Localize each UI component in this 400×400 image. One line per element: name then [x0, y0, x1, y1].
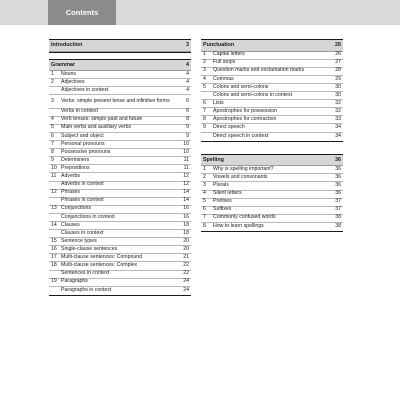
entry-number: 6: [203, 206, 206, 213]
toc-subentry[interactable]: [201, 92, 343, 100]
entry-title: Sentences in context: [61, 270, 110, 277]
entry-page: 28: [335, 67, 341, 74]
entry-number: 4: [203, 190, 206, 197]
toc-subentry[interactable]: [201, 133, 343, 141]
entry-title: Commonly confused words: [213, 214, 276, 221]
entry-number: 1: [203, 165, 206, 172]
entry-page: 11: [183, 156, 189, 163]
entry-title: Nouns: [61, 70, 76, 77]
toc-entry[interactable]: [201, 124, 343, 132]
entry-title: Personal pronouns: [61, 140, 105, 147]
toc-subentry[interactable]: [49, 230, 191, 238]
toc-entry[interactable]: [49, 95, 191, 108]
entry-number: 5: [203, 83, 206, 90]
entry-page: 6: [186, 108, 189, 115]
entry-title: Adverbs in context: [61, 181, 104, 188]
entry-title: Direct speech in context: [213, 132, 269, 139]
entry-title: Conjunctions: [61, 205, 91, 212]
entry-page: 18: [183, 229, 189, 236]
entry-title: Capital letters: [213, 51, 245, 58]
entry-title: Lists: [213, 99, 224, 106]
entry-page: 20: [183, 237, 189, 244]
entry-number: 5: [51, 124, 54, 131]
toc-entry[interactable]: [49, 149, 191, 157]
entry-number: 3: [203, 182, 206, 189]
entry-page: 20: [183, 245, 189, 252]
entry-title: Silent letters: [213, 190, 242, 197]
toc-entry[interactable]: [201, 68, 343, 76]
entry-title: Multi-clause sentences: Complex: [61, 262, 138, 269]
entry-page: 12: [183, 173, 189, 180]
entry-number: 9: [51, 156, 54, 163]
entry-page: 27: [335, 59, 341, 66]
spelling-section: [201, 154, 343, 232]
entry-number: 15: [51, 237, 57, 244]
entry-page: 38: [335, 214, 341, 221]
entry-title: Phrases: [61, 189, 81, 196]
entry-page: 9: [186, 124, 189, 131]
entry-number: 9: [203, 124, 206, 131]
spelling-list: [201, 166, 343, 231]
entry-title: Verbs in context: [61, 108, 98, 115]
entry-number: 8: [203, 223, 206, 230]
entry-number: 2: [51, 78, 54, 85]
entry-title: Colons and semi-colons in context: [213, 91, 293, 98]
toc-entry[interactable]: [49, 222, 191, 230]
header-bar: [0, 0, 400, 25]
entry-page: 10: [183, 148, 189, 155]
entry-number: 14: [51, 221, 57, 228]
left-column: [49, 39, 191, 296]
section-page: 4: [186, 61, 189, 68]
punctuation-list: [201, 52, 343, 141]
entry-number: 16: [51, 245, 57, 252]
section-page: 3: [186, 42, 189, 49]
entry-page: 34: [335, 124, 341, 131]
grammar-list: [49, 71, 191, 295]
entry-title: Prepositions: [61, 164, 90, 171]
entry-page: 30: [335, 91, 341, 98]
entry-title: Possessive pronouns: [61, 148, 111, 155]
entry-number: 3: [51, 97, 54, 104]
entry-page: 6: [186, 97, 189, 104]
entry-title: Paragraphs: [61, 278, 88, 285]
entry-page: 18: [183, 221, 189, 228]
entry-number: 4: [51, 116, 54, 123]
entry-number: 17: [51, 253, 57, 260]
entry-page: 37: [335, 198, 341, 205]
entry-number: 3: [203, 67, 206, 74]
toc-entry[interactable]: [49, 125, 191, 133]
section-page: 36: [335, 156, 341, 163]
entry-page: 10: [183, 140, 189, 147]
section-label: Punctuation: [203, 42, 235, 49]
entry-page: 30: [335, 83, 341, 90]
entry-title: Full stops: [213, 59, 236, 66]
entry-title: Paragraphs in context: [61, 286, 112, 293]
entry-page: 16: [183, 213, 189, 220]
entry-title: Direct speech: [213, 124, 245, 131]
entry-title: Vowels and consonants: [213, 173, 268, 180]
toc-subentry[interactable]: [49, 87, 191, 95]
entry-title: Conjunctions in context: [61, 213, 115, 220]
entry-title: Colons and semi-colons: [213, 83, 269, 90]
entry-number: 5: [203, 198, 206, 205]
toc-subentry[interactable]: [49, 287, 191, 295]
entry-number: 18: [51, 262, 57, 269]
entry-title: Question marks and exclamation marks: [213, 67, 305, 74]
punctuation-heading[interactable]: [201, 40, 343, 52]
entry-title: Adverbs: [61, 173, 81, 180]
entry-number: 6: [51, 132, 54, 139]
entry-title: Verb tenses: simple past and future: [61, 116, 143, 123]
entry-title: Clauses: [61, 221, 80, 228]
entry-page: 16: [183, 205, 189, 212]
entry-page: 8: [186, 116, 189, 123]
entry-title: Apostrophes for possession: [213, 107, 278, 114]
entry-title: Suffixes: [213, 206, 232, 213]
entry-page: 26: [335, 51, 341, 58]
toc-subentry[interactable]: [49, 214, 191, 222]
entry-page: 22: [183, 262, 189, 269]
entry-number: 1: [51, 70, 54, 77]
toc-entry[interactable]: [49, 133, 191, 141]
entry-title: Commas: [213, 75, 234, 82]
introduction-section: [49, 39, 191, 53]
entry-number: 8: [203, 115, 206, 122]
entry-page: 22: [183, 270, 189, 277]
introduction-heading[interactable]: [49, 40, 191, 52]
entry-page: 4: [186, 70, 189, 77]
contents-tab: Contents: [48, 0, 116, 25]
entry-number: 10: [51, 164, 57, 171]
section-page: 26: [335, 42, 341, 49]
toc-entry[interactable]: [201, 223, 343, 231]
entry-title: Prefixes: [213, 198, 232, 205]
entry-title: How to learn spellings: [213, 223, 264, 230]
entry-number: 6: [203, 99, 206, 106]
toc-entry[interactable]: [201, 84, 343, 92]
entry-title: Main verbs and auxiliary verbs: [61, 124, 132, 131]
entry-number: 2: [203, 59, 206, 66]
grammar-heading[interactable]: [49, 60, 191, 72]
entry-number: 19: [51, 278, 57, 285]
entry-page: 36: [335, 173, 341, 180]
entry-number: 2: [203, 173, 206, 180]
entry-number: 8: [51, 148, 54, 155]
entry-page: 29: [335, 75, 341, 82]
entry-number: 7: [51, 140, 54, 147]
entry-page: 33: [335, 115, 341, 122]
entry-page: 12: [183, 181, 189, 188]
section-label: Grammar: [51, 61, 75, 68]
section-label: Introduction: [51, 42, 83, 49]
entry-page: 36: [335, 182, 341, 189]
entry-title: Apostrophes for contraction: [213, 115, 277, 122]
section-label: Spelling: [203, 156, 224, 163]
entry-title: Verbs: simple present tense and infinitive forms: [61, 97, 170, 104]
toc-entry[interactable]: [201, 76, 343, 84]
entry-page: 34: [335, 132, 341, 139]
entry-number: 12: [51, 189, 57, 196]
toc-entry[interactable]: [49, 141, 191, 149]
right-column: [201, 39, 343, 232]
entry-number: 1: [203, 51, 206, 58]
toc-entry[interactable]: [201, 215, 343, 223]
entry-page: 38: [335, 223, 341, 230]
entry-title: Why is spelling important?: [213, 165, 274, 172]
entry-number: 7: [203, 214, 206, 221]
entry-page: 4: [186, 78, 189, 85]
entry-title: Plurals: [213, 182, 229, 189]
entry-title: Determiners: [61, 156, 90, 163]
entry-page: 24: [183, 278, 189, 285]
punctuation-section: [201, 39, 343, 142]
toc-entry[interactable]: [49, 206, 191, 214]
entry-number: 11: [51, 173, 57, 180]
entry-page: 32: [335, 107, 341, 114]
entry-number: 7: [203, 107, 206, 114]
entry-title: Adjectives: [61, 78, 85, 85]
entry-title: Phrases in context: [61, 197, 104, 204]
entry-page: 11: [183, 164, 189, 171]
entry-page: 9: [186, 132, 189, 139]
entry-page: 14: [183, 189, 189, 196]
entry-page: 21: [183, 253, 189, 260]
entry-number: 13: [51, 205, 57, 212]
entry-page: 36: [335, 165, 341, 172]
entry-title: Sentence types: [61, 237, 97, 244]
spelling-heading[interactable]: [201, 155, 343, 167]
entry-page: 4: [186, 87, 189, 94]
entry-page: 14: [183, 197, 189, 204]
grammar-section: [49, 59, 191, 296]
entry-page: 36: [335, 190, 341, 197]
entry-title: Subject and object: [61, 132, 104, 139]
entry-title: Adjectives in context: [61, 87, 109, 94]
entry-number: 4: [203, 75, 206, 82]
toc-entry[interactable]: [49, 279, 191, 287]
entry-title: Multi-clause sentences: Compound: [61, 253, 143, 260]
entry-title: Single-clause sentences: [61, 245, 118, 252]
entry-page: 24: [183, 286, 189, 293]
entry-title: Clauses in context: [61, 229, 104, 236]
entry-page: 37: [335, 206, 341, 213]
entry-page: 32: [335, 99, 341, 106]
